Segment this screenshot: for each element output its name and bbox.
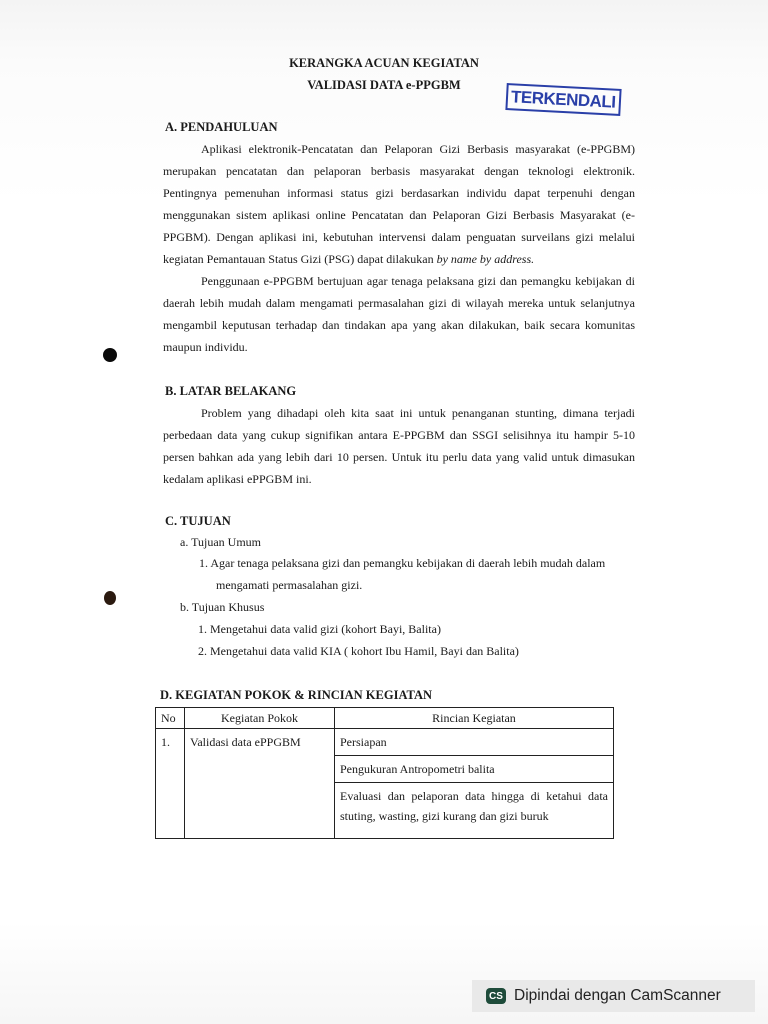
text-line: Pentingnya pemenuhan informasi status gizi berdasarkan individu dapat terpenuhi dengan [163,186,635,200]
text-line: kedalam aplikasi ePPGBM ini. [163,472,312,486]
tujuan-umum-item-line2: mengamati permasalahan gizi. [216,578,363,592]
table-header-row [156,708,614,729]
cell-rincian: Evaluasi dan pelaporan data hingga di ketahui data stuting, wasting, gizi kurang dan gizi buruk [335,783,614,839]
document-title-line2: VALIDASI DATA e-PPGBM [307,78,461,92]
table-row [156,729,614,756]
header-rincian-kegiatan: Rincian Kegiatan [335,708,614,729]
text-line: daerah lebih mudah dalam mengamati permasalahan gizi di wilayah mereka untuk selanjutnya [163,296,635,310]
text-line: Aplikasi elektronik-Pencatatan dan Pelaporan Gizi Berbasis masyarakat (e-PPGBM) [201,142,635,156]
cell-rincian: Pengukuran Antropometri balita [335,756,614,783]
terkendali-stamp: TERKENDALI [505,83,621,116]
tujuan-khusus-label: b. Tujuan Khusus [180,600,265,614]
section-b-paragraph [163,402,635,490]
text-line: Penggunaan e-PPGBM bertujuan agar tenaga pelaksana gizi dan pemangku kebijakan di [201,274,635,288]
tujuan-umum-item-line1: 1. Agar tenaga pelaksana gizi dan pemangku kebijakan di daerah lebih mudah dalam [199,556,606,570]
section-d-heading: D. KEGIATAN POKOK & RINCIAN KEGIATAN [160,688,433,702]
punch-hole [103,348,117,362]
camscanner-watermark [472,980,755,1012]
document-title-line1: KERANGKA ACUAN KEGIATAN [289,56,479,70]
tujuan-khusus-item-2: 2. Mengetahui data valid KIA ( kohort Ibu Hamil, Bayi dan Balita) [198,644,519,658]
cell-rincian: Persiapan [335,729,614,756]
tujuan-khusus-item-1: 1. Mengetahui data valid gizi (kohort Bayi, Balita) [198,622,441,636]
camscanner-text: Dipindai dengan CamScanner [514,987,721,1004]
text-line: Problem yang dihadapi oleh kita saat ini untuk penanganan stunting, dimana terjadi [201,406,635,420]
text-line: PPGBM). Dengan aplikasi ini, kebutuhan intervensi dalam penguatan surveilans gizi melalui [163,230,635,244]
section-b-heading: B. LATAR BELAKANG [165,384,297,398]
cell-kegiatan-pokok: Validasi data ePPGBM [185,729,335,839]
italic-phrase: by name by address. [436,252,535,266]
section-c-heading: C. TUJUAN [165,514,231,528]
cell-no: 1. [156,729,185,839]
section-a-heading: A. PENDAHULUAN [165,120,278,134]
header-no: No [156,708,185,729]
text-line: maupun individu. [163,340,248,354]
tujuan-umum-label: a. Tujuan Umum [180,535,262,549]
header-kegiatan-pokok: Kegiatan Pokok [185,708,335,729]
text-line: perbedaan data yang cukup signifikan antara E-PPGBM dan SSGI selisihnya itu hampir 5-10 [163,428,635,442]
text-line-prefix: kegiatan Pemantauan Status Gizi (PSG) dapat dilakukan [163,252,437,266]
text-line: menggunakan sistem aplikasi online Pencatatan dan Pelaporan Gizi Berbasis Masyarakat (e- [163,208,635,222]
text-line: persen bahkan ada yang lebih dari 10 persen. Untuk itu perlu data yang valid untuk dimasukan [163,450,635,464]
section-a-paragraph-1 [163,138,635,270]
text-line: mengambil keputusan terhadap dan tindakan apa yang akan dilakukan, baik secara komunitas [163,318,635,332]
kegiatan-table [155,707,614,839]
punch-hole [104,591,116,605]
section-a-paragraph-2 [163,270,635,358]
camscanner-logo-icon: CS [486,988,506,1004]
text-line: merupakan pencatatan dan pelaporan berbasis masyarakat dengan teknologi elektronik. [163,164,635,178]
text-line [163,248,635,270]
